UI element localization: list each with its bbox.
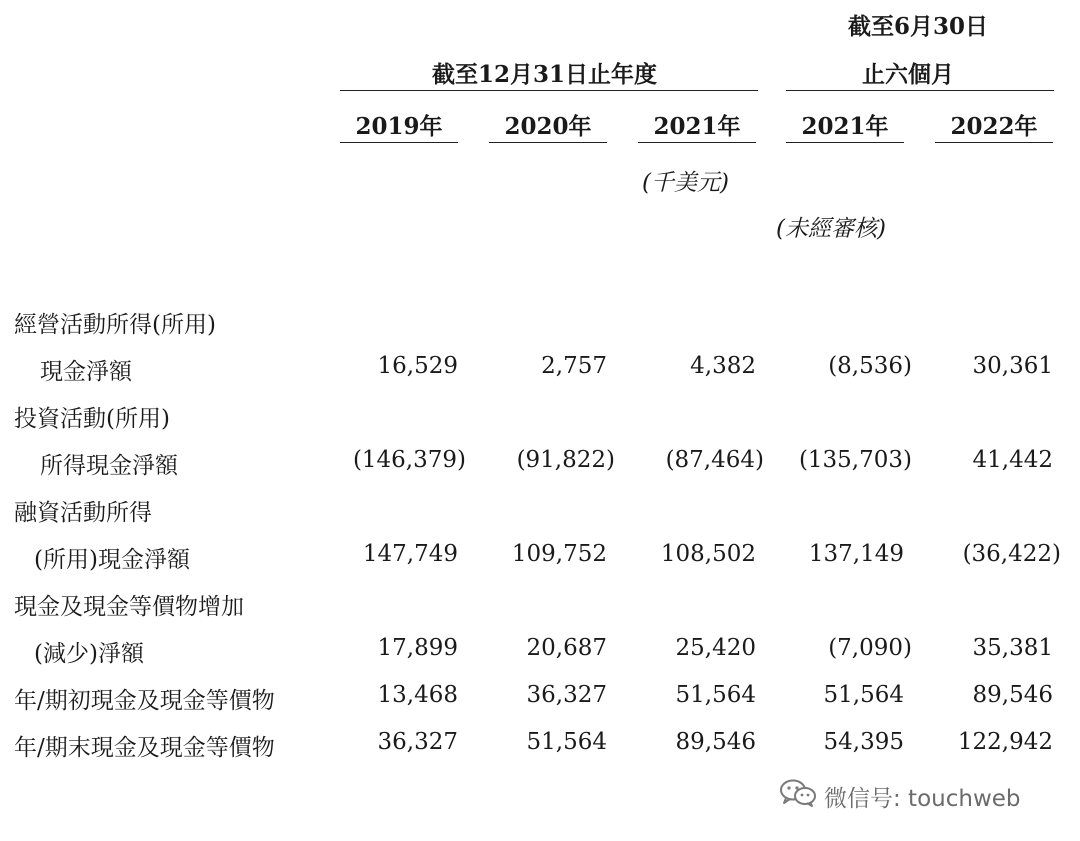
col-header-2020: 2020年 bbox=[504, 113, 592, 140]
value-cell: 51,564 bbox=[675, 682, 756, 708]
rule-col-2022-six-months bbox=[935, 142, 1053, 143]
value-cell: 30,361 bbox=[972, 353, 1053, 379]
col-header-2019: 2019年 bbox=[355, 113, 443, 140]
value-cell: 36,327 bbox=[377, 729, 458, 755]
value-cell: 51,564 bbox=[526, 729, 607, 755]
value-cell: 89,546 bbox=[972, 682, 1053, 708]
rule-col-2021 bbox=[638, 142, 756, 143]
rule-col-2020 bbox=[489, 142, 607, 143]
value-cell: (135,703) bbox=[798, 447, 912, 473]
value-cell: 20,687 bbox=[526, 635, 607, 661]
row-label-financing-line2: (所用)現金淨額 bbox=[34, 547, 190, 573]
row-label-opening-cash: 年/期初現金及現金等價物 bbox=[14, 688, 275, 714]
rule-col-2021-six-months bbox=[786, 142, 904, 143]
wechat-icon bbox=[778, 778, 818, 808]
row-label-net-change-line2: (減少)淨額 bbox=[34, 641, 144, 667]
header-six-months-line1: 截至6月30日 bbox=[848, 13, 989, 40]
col-header-2021-six-months: 2021年 bbox=[801, 113, 889, 140]
col-header-2021: 2021年 bbox=[653, 113, 741, 140]
value-cell: 147,749 bbox=[362, 541, 458, 567]
rule-col-2019 bbox=[340, 142, 458, 143]
value-cell: 41,442 bbox=[972, 447, 1053, 473]
value-cell: 137,149 bbox=[808, 541, 904, 567]
value-cell: 25,420 bbox=[675, 635, 756, 661]
watermark-text: 微信号: touchweb bbox=[824, 786, 1021, 812]
rule-year-end-group bbox=[340, 90, 758, 91]
value-cell: (36,422) bbox=[962, 541, 1061, 567]
value-cell: 36,327 bbox=[526, 682, 607, 708]
value-cell: 51,564 bbox=[823, 682, 904, 708]
header-six-months-line2: 止六個月 bbox=[862, 61, 954, 88]
unaudited-note: (未經審核) bbox=[776, 216, 886, 242]
value-cell: (146,379) bbox=[352, 447, 466, 473]
value-cell: (87,464) bbox=[665, 447, 764, 473]
value-cell: 89,546 bbox=[675, 729, 756, 755]
value-cell: 109,752 bbox=[511, 541, 607, 567]
row-label-net-change-line1: 現金及現金等價物增加 bbox=[14, 594, 244, 620]
value-cell: 16,529 bbox=[377, 353, 458, 379]
value-cell: 4,382 bbox=[690, 353, 756, 379]
row-label-financing-line1: 融資活動所得 bbox=[14, 500, 152, 526]
value-cell: 122,942 bbox=[957, 729, 1053, 755]
rule-six-months-group bbox=[786, 90, 1054, 91]
row-label-operating-line2: 現金淨額 bbox=[40, 359, 132, 385]
value-cell: 2,757 bbox=[541, 353, 607, 379]
row-label-closing-cash: 年/期末現金及現金等價物 bbox=[14, 735, 275, 761]
col-header-2022-six-months: 2022年 bbox=[950, 113, 1038, 140]
unit-note: (千美元) bbox=[642, 170, 729, 196]
value-cell: 35,381 bbox=[972, 635, 1053, 661]
value-cell: (8,536) bbox=[828, 353, 912, 379]
row-label-investing-line2: 所得現金淨額 bbox=[40, 453, 178, 479]
header-year-end: 截至12月31日止年度 bbox=[432, 61, 658, 88]
row-label-operating-line1: 經營活動所得(所用) bbox=[14, 312, 216, 338]
value-cell: 54,395 bbox=[823, 729, 904, 755]
value-cell: (7,090) bbox=[828, 635, 912, 661]
value-cell: 108,502 bbox=[660, 541, 756, 567]
value-cell: 17,899 bbox=[377, 635, 458, 661]
value-cell: (91,822) bbox=[516, 447, 615, 473]
row-label-investing-line1: 投資活動(所用) bbox=[14, 406, 170, 432]
value-cell: 13,468 bbox=[377, 682, 458, 708]
